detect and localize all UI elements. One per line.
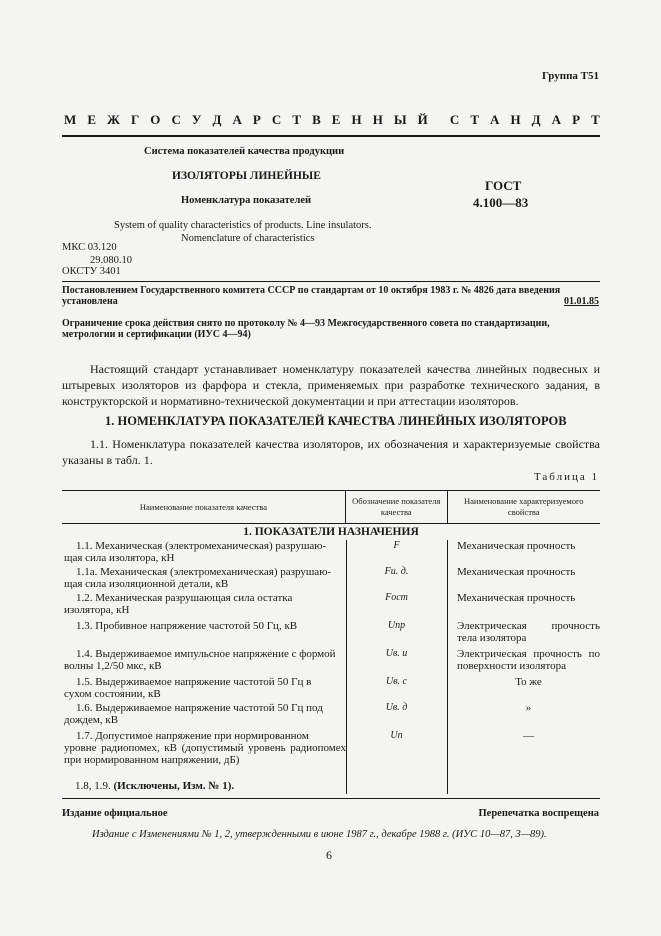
banner-letter: У [191, 112, 202, 127]
indicator-symbol: Uв. д [385, 702, 408, 713]
table-row [62, 648, 600, 672]
intro-paragraph: Настоящий стандарт устанавливает номенклатуру показателей качества линейных подвесных и штыревых изоляторов из фарфора и стекла, применяемых при разработке технического задания, в конструкторской и нормативно-технической документации и при аттестации изоляторов. [62, 362, 600, 408]
banner-letter: А [490, 112, 500, 127]
reprint-prohibited: Перепечатка воспрещена [478, 808, 599, 819]
characterized-property: Электрическая прочность по поверхности изолятора [457, 648, 600, 672]
table-row [62, 592, 600, 616]
table-row [62, 730, 600, 766]
indicator-name-line2: сухом состоянии, кВ [64, 688, 161, 700]
indicator-name-line1: 1.7. Допустимое напряжение при нормированном [76, 730, 309, 742]
banner-letter: С [171, 112, 181, 127]
indicator-name-line1: 1.6. Выдерживаемое напряжение частотой 50 Гц под [76, 702, 323, 714]
gost-label: ГОСТ [485, 178, 522, 193]
banner-letter: М [64, 112, 77, 127]
indicator-name-line2: уровне радиопомех, кВ (допустимый уровень радиопомех при нормированном напряжении, дБ) [64, 742, 346, 766]
header-rule [62, 135, 600, 137]
indicator-name-line1: 1.3. Пробивное напряжение частотой 50 Гц, кВ [76, 620, 298, 632]
banner-letter: Ы [393, 112, 407, 127]
banner-letter: Т [591, 112, 600, 127]
page-number: 6 [326, 848, 332, 862]
excluded-items [75, 780, 234, 792]
limitation-line2: метрологии и сертификации (ИУС 4—94) [62, 329, 251, 340]
banner-letter: А [551, 112, 562, 127]
banner-letter: А [232, 112, 242, 127]
table-section-heading: 1. ПОКАЗАТЕЛИ НАЗНАЧЕНИЯ [243, 526, 419, 538]
table-column-divider [346, 540, 347, 794]
banner-letter: Н [372, 112, 383, 127]
indicator-name [62, 540, 346, 564]
excluded-text: (Исключены, Изм. № 1). [113, 780, 235, 792]
indicator-name [62, 648, 346, 672]
col-header-property: Наименование характеризуемого свойства [464, 496, 584, 517]
indicator-name-line1: 1.1а. Механическая (электромеханическая) разрушаю- [76, 566, 332, 578]
group-label: Группа Т51 [541, 70, 599, 82]
table-caption: Таблица 1 [533, 471, 599, 483]
col-header-name: Наименование показателя качества [139, 501, 268, 512]
mks-code-second: 29.080.10 [90, 255, 132, 266]
banner-letter: С [271, 112, 282, 127]
indicator-name-line2: щая сила изолятора, кН [64, 552, 175, 564]
official-edition: Издание официальное [62, 808, 168, 819]
system-title: Система показателей качества продукции [144, 146, 345, 157]
banner-letter: Н [510, 112, 521, 127]
characterized-property: Механическая прочность [457, 592, 576, 604]
table-body [62, 540, 600, 794]
indicator-name [62, 566, 346, 590]
indicator-symbol: Fи. д. [384, 566, 409, 577]
indicator-name-line2: дождем, кВ [64, 714, 119, 726]
banner-letter: Т [470, 112, 479, 127]
footer-rule [62, 798, 600, 799]
standard-name: ИЗОЛЯТОРЫ ЛИНЕЙНЫЕ [172, 170, 321, 182]
changes-note: Издание с Изменениями № 1, 2, утвержденными в июне 1987 г., декабре 1988 г. (ИУС 10—87, 3—89). [92, 829, 547, 840]
col-header-symbol: Обозначение показателя качества [345, 491, 448, 523]
standard-subname: Номенклатура показателей [181, 195, 312, 206]
interstate-standard-banner [64, 112, 600, 128]
okstu-code: ОКСТУ 3401 [62, 266, 121, 277]
english-title-line2: Nomenclature of characteristics [181, 233, 315, 244]
banner-letter: Н [351, 112, 362, 127]
indicator-symbol: Uп [390, 730, 403, 741]
indicator-name-line1: 1.4. Выдерживаемое импульсное напряжение с формой [76, 648, 336, 660]
banner-letter: В [312, 112, 321, 127]
table-row [62, 620, 600, 644]
characterized-property: Механическая прочность [457, 540, 576, 552]
banner-letter: О [150, 112, 161, 127]
banner-letter: Р [252, 112, 261, 127]
indicator-name-line2: изолятора, кН [64, 604, 130, 616]
indicator-name [62, 730, 346, 766]
resolution-text: Постановлением Государственного комитета СССР по стандартам от 10 октября 1983 г. № 4826 дата введения [62, 285, 561, 296]
banner-letter: Е [331, 112, 341, 127]
banner-letter: Д [212, 112, 222, 127]
indicator-name [62, 592, 346, 616]
characterized-property: » [525, 702, 532, 714]
indicator-name-line1: 1.5. Выдерживаемое напряжение частотой 50 Гц в [76, 676, 312, 688]
indicator-name [62, 702, 346, 726]
indicator-name-line1: 1.1. Механическая (электромеханическая) разрушаю- [76, 540, 327, 552]
indicator-name-line1: 1.2. Механическая разрушающая сила остатка [76, 592, 293, 604]
characterized-property: Механическая прочность [457, 566, 576, 578]
mks-code: МКС 03.120 [62, 242, 117, 253]
limitation-line1: Ограничение срока действия снято по протоколу № 4—93 Межгосударственного совета по стандартизации, [62, 318, 550, 329]
banner-letter: С [449, 112, 460, 127]
banner-letter: Е [87, 112, 96, 127]
indicator-symbol: Uв. с [385, 676, 407, 687]
indicator-symbol: Fост [385, 592, 408, 603]
excluded-number: 1.8, 1.9. [75, 780, 111, 792]
banner-letter: Т [292, 112, 302, 127]
table-row [62, 540, 600, 564]
banner-letter: Д [531, 112, 541, 127]
indicator-name-line2: волны 1,2/50 мкс, кВ [64, 660, 162, 672]
quality-indicators-table [62, 490, 600, 794]
codes-rule [62, 281, 600, 282]
table-row [62, 702, 600, 726]
effective-date: 01.01.85 [564, 296, 599, 307]
indicator-name-line2: щая сила изоляционной детали, кВ [64, 578, 229, 590]
table-row [62, 566, 600, 590]
banner-letter: Ж [107, 112, 120, 127]
indicator-name [62, 676, 346, 700]
gost-number: 4.100—83 [473, 195, 529, 210]
resolution-text-2: установлена [62, 296, 118, 307]
banner-letter: Й [417, 112, 428, 127]
indicator-symbol: Uв. и [385, 648, 408, 659]
banner-letter: Р [572, 112, 581, 127]
table-header [62, 490, 600, 524]
banner-letter: Г [130, 112, 140, 127]
table-column-divider [447, 540, 448, 794]
characterized-property: То же [515, 676, 542, 688]
indicator-symbol: Uпр [387, 620, 406, 631]
section1-paragraph: 1.1. Номенклатура показателей качества изоляторов, их обозначения и характеризуемые свойства указаны в табл. 1. [62, 437, 600, 467]
indicator-name [62, 620, 346, 644]
characterized-property: — [523, 730, 534, 742]
characterized-property: Электрическая прочность тела изолятора [457, 620, 600, 644]
table-row [62, 676, 600, 700]
indicator-symbol: F [393, 540, 400, 551]
english-title-line1: System of quality characteristics of products. Line insulators. [114, 220, 372, 231]
section1-title: 1. НОМЕНКЛАТУРА ПОКАЗАТЕЛЕЙ КАЧЕСТВА ЛИНЕЙНЫХ ИЗОЛЯТОРОВ [105, 414, 567, 428]
